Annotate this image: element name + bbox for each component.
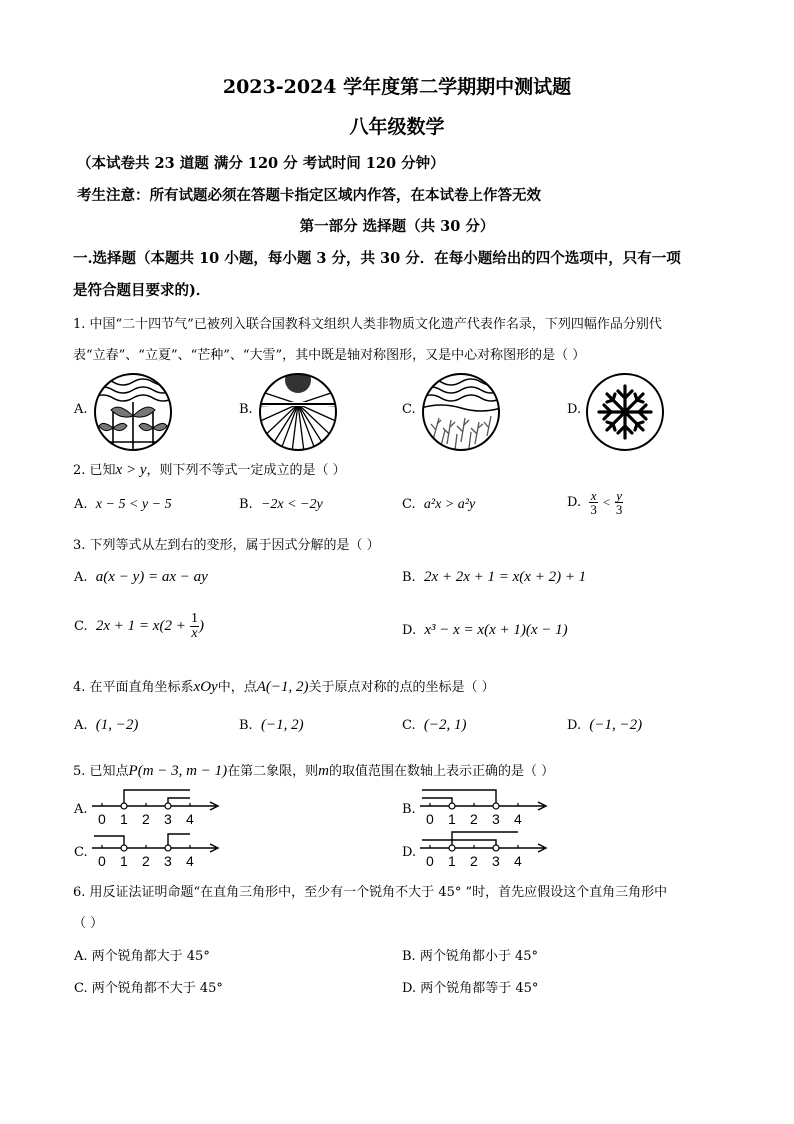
exam-subtitle: 八年级数学 [349,116,445,138]
q1-line1: 1. 中国“二十四节气”已被列入联合国教科文组织人类非物质文化遗产代表作名录，下列四幅作品分别代 [73,317,662,332]
q5-a-tick-3: 3 [164,811,172,827]
q3-option-b: B. 2x + 2x + 1 = x(x + 2) + 1 [402,569,587,585]
q4-option-b: B. (−1, 2) [239,717,304,733]
q1-line2: 表“立春”、“立夏”、“芒种”、“大雪”，其中既是轴对称图形，又是中心对称图形的是（ ） [73,348,586,363]
q1-spring-figure [93,372,173,452]
q2-option-c: C. a²x > a²y [402,497,476,512]
q4-option-d: D. (−1, −2) [567,717,643,733]
q5-a-tick-4: 4 [186,811,194,827]
q2-condition: x > y [115,462,147,478]
q2-option-b: B. −2x < −2y [239,497,323,512]
q5-c-tick-2: 2 [142,853,150,869]
q3-option-c: C. 2x + 1 = x(2 + $\frac{1}{x}$ ) [74,611,204,641]
q5-option-c-label: C. [74,845,88,860]
q5-d-tick-4: 4 [514,853,522,869]
q5-a-tick-1: 1 [120,811,128,827]
q5-a-tick-2: 2 [142,811,150,827]
q5-d-tick-0: 0 [426,853,434,869]
q5-option-d-label: D. [402,845,417,860]
q1-option-d-label: D. [567,402,582,417]
q5-option-b-label: B. [402,802,416,817]
q1-grain-figure [421,372,501,452]
q5-numberline-b [420,788,550,828]
q5-c-tick-4: 4 [186,853,194,869]
q5-d-tick-1: 1 [448,853,456,869]
q5-b-tick-1: 1 [448,811,456,827]
q5-stem: 5. 已知点P(m − 3, m − 1)在第二象限，则m的取值范围在数轴上表示正确的是（ ） [73,763,555,779]
q6-option-c: C. 两个锐角都不大于 45° [74,981,223,996]
q5-d-tick-3: 3 [492,853,500,869]
q5-b-tick-3: 3 [492,811,500,827]
q6-option-b: B. 两个锐角都小于 45° [402,949,538,964]
q1-summer-figure [258,372,338,452]
q1-option-b-label: B. [239,402,253,417]
q1-option-c-label: C. [402,402,416,417]
exam-title: 2023-2024 学年度第二学期期中测试题 [222,76,572,98]
part1-instruction-1: 一.选择题（本题共 10 小题，每小题 3 分，共 30 分．在每小题给出的四个选项中，只有一项 [73,250,681,267]
q4-stem: 4. 在平面直角坐标系xOy中，点A(−1, 2)关于原点对称的点的坐标是（ ） [73,679,495,695]
q2-stem: 2. 已知x > y，则下列不等式一定成立的是（ ） [73,462,346,478]
q5-b-tick-0: 0 [426,811,434,827]
q2-option-a: A. x − 5 < y − 5 [74,497,172,512]
q6-option-a: A. 两个锐角都大于 45° [74,949,210,964]
q5-c-tick-1: 1 [120,853,128,869]
q6-line2: （ ） [73,916,104,931]
q5-c-tick-3: 3 [164,853,172,869]
q5-d-tick-2: 2 [470,853,478,869]
q1-option-a-label: A. [74,402,88,417]
q6-line1: 6. 用反证法证明命题“在直角三角形中，至少有一个锐角不大于 45° ”时，首先应假设这个直角三角形中 [73,885,668,900]
q4-option-c: C. (−2, 1) [402,717,467,733]
q1-snow-figure [585,372,665,452]
q5-c-tick-0: 0 [98,853,106,869]
q5-option-a-label: A. [74,802,88,817]
part1-heading: 第一部分 选择题（共 30 分） [299,218,495,235]
q3-option-a: A. a(x − y) = ax − ay [74,569,208,585]
q5-a-tick-0: 0 [98,811,106,827]
q5-numberline-d [420,830,550,870]
q5-b-tick-4: 4 [514,811,522,827]
q4-option-a: A. (1, −2) [74,717,139,733]
q5-numberline-c [92,830,222,870]
q3-stem: 3. 下列等式从左到右的变形，属于因式分解的是（ ） [73,538,380,553]
part1-instruction-2: 是符合题目要求的)． [73,282,211,299]
exam-notice: 考生注意：所有试题必须在答题卡指定区域内作答，在本试卷上作答无效 [77,187,541,204]
q2-option-d: D. $\frac{x}{3}$ < $\frac{y}{3}$ [567,488,623,517]
exam-info: （本试卷共 23 道题 满分 120 分 考试时间 120 分钟） [77,155,445,172]
q5-b-tick-2: 2 [470,811,478,827]
q3-option-d: D. x³ − x = x(x + 1)(x − 1) [402,622,568,638]
q5-numberline-a [92,788,222,828]
q6-option-d: D. 两个锐角都等于 45° [402,981,539,996]
